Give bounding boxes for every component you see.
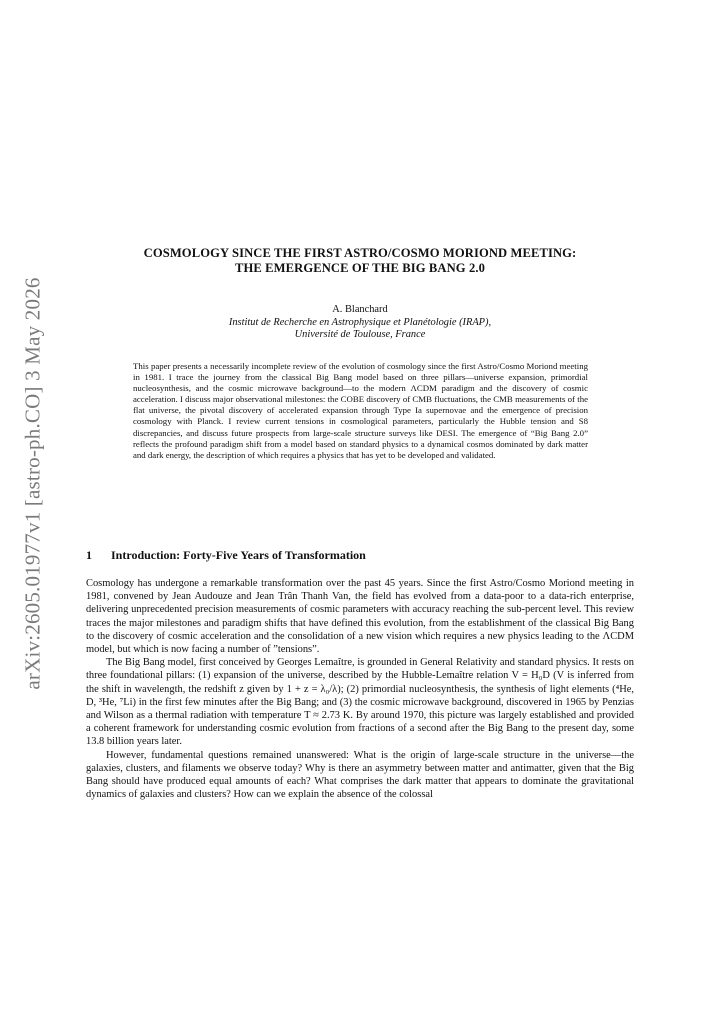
section-number: 1 xyxy=(86,548,92,562)
paper-title-line-2: THE EMERGENCE OF THE BIG BANG 2.0 xyxy=(235,261,485,275)
affiliation-line-2: Université de Toulouse, France xyxy=(294,329,426,341)
paper-title-line-1: COSMOLOGY SINCE THE FIRST ASTRO/COSMO MORIOND MEETING: xyxy=(143,246,577,260)
affiliation-line-1: Institut de Recherche en Astrophysique et Planétologie (IRAP), xyxy=(228,316,492,328)
section-heading xyxy=(86,548,366,563)
section-title: Introduction: Forty-Five Years of Transformation xyxy=(111,548,366,562)
author-block xyxy=(86,304,634,342)
author-name: A. Blanchard xyxy=(332,304,388,315)
paragraph: Cosmology has undergone a remarkable transformation over the past 45 years. Since the first Astro/Cosmo Moriond meeting in 1981, convened by Jean Audouze and Jean Trân Thanh Van, the field has evolved from a data-poor to a data-rich enterprise, delivering unprecedented precision measurements of cosmic parameters with accuracy reaching the sub-percent level. This review traces the major milestones and paradigm shifts that have defined this evolution, from the establishment of the classical Big Bang to the discovery of cosmic acceleration and the consolidation of a new vision which requires a new physics leading to the ΛCDM model, but which is now facing a number of ”tensions”. xyxy=(86,578,634,656)
abstract: This paper presents a necessarily incomplete review of the evolution of cosmology since the first Astro/Cosmo Moriond meeting in 1981. I trace the journey from the classical Big Bang model based on three pillars—universe expansion, primordial nucleosynthesis, and the cosmic microwave background—to the modern ΛCDM paradigm and the discovery of cosmic acceleration. I discuss major observational milestones: the COBE discovery of CMB fluctuations, the CMB measurements of the flat universe, the pivotal discovery of accelerated expansion through Type Ia supernovae and the emergence of precision cosmology with Planck. I review current tensions in cosmological parameters, particularly the Hubble tension and S8 discrepancies, and discuss future prospects from large-scale structure surveys like DESI. The emergence of “Big Bang 2.0” reflects the profound paradigm shift from a model based on standard physics to a dynamical cosmos dominated by dark matter and dark energy, the description of which requires a physics that has yet to be developed and validated. xyxy=(133,361,588,460)
paper-title xyxy=(86,246,634,276)
arxiv-identifier: arXiv:2605.01977v1 [astro-ph.CO] 3 May 2026 xyxy=(20,276,45,690)
paragraph: The Big Bang model, first conceived by Georges Lemaître, is grounded in General Relativity and standard physics. It rests on three foundational pillars: (1) expansion of the universe, described by the Hubble-Lemaître relation V = H₀D (V is inferred from the shift in wavelength, the redshift z given by 1 + z = λ₀/λ); (2) primordial nucleosynthesis, the synthesis of light elements (⁴He, D, ³He, ⁷Li) in the first few minutes after the Big Bang; and (3) the cosmic microwave background, discovered in 1965 by Penzias and Wilson as a thermal radiation with temperature T ≈ 2.73 K. By around 1970, this picture was largely established and provided a coherent framework for understanding cosmic evolution from fractions of a second after the Big Bang to the present day, some 13.8 billion years later. xyxy=(86,657,634,748)
arxiv-identifier-sidebar xyxy=(16,268,50,698)
paragraph: However, fundamental questions remained unanswered: What is the origin of large-scale structure in the universe—the galaxies, clusters, and filaments we observe today? Why is there an asymmetry between matter and antimatter, given that the Big Bang should have produced equal amounts of each? What comprises the dark matter that appears to dominate the gravitational dynamics of galaxies and clusters? How can we explain the absence of the colossal xyxy=(86,749,634,801)
body-text xyxy=(86,577,634,801)
